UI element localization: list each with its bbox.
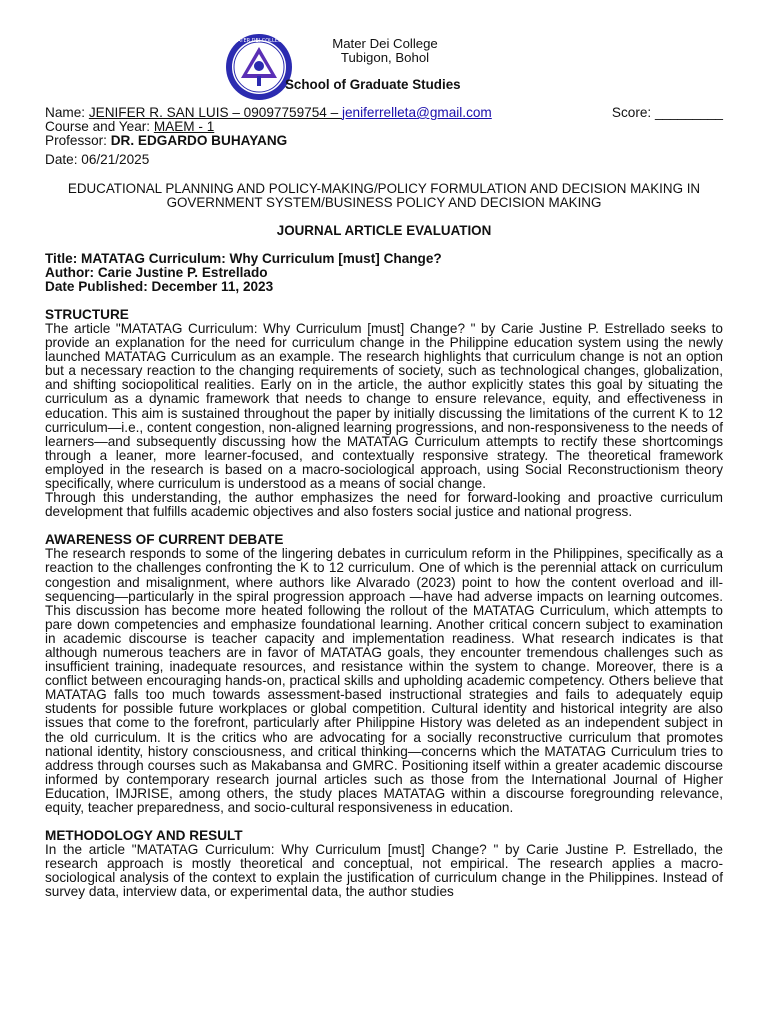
article-title: Title: MATATAG Curriculum: Why Curriculum [must] Change? bbox=[45, 251, 442, 266]
evaluation-heading: JOURNAL ARTICLE EVALUATION bbox=[276, 223, 492, 238]
evaluation-body bbox=[45, 308, 723, 899]
name-label: Name: bbox=[45, 105, 89, 120]
article-author: Author: Carie Justine P. Estrellado bbox=[45, 265, 268, 280]
svg-text:MATER DEI COLLEGE: MATER DEI COLLEGE bbox=[233, 38, 285, 44]
college-seal-logo bbox=[224, 32, 294, 102]
course-label: Course and Year: bbox=[45, 119, 154, 134]
email-link[interactable]: jeniferrelleta@gmail.com bbox=[341, 105, 492, 120]
course-line bbox=[45, 120, 735, 134]
college-location: Tubigon, Bohol bbox=[340, 50, 430, 66]
structure-heading: STRUCTURE bbox=[45, 307, 129, 322]
college-name: Mater Dei College bbox=[332, 36, 438, 51]
course-value: MAEM - 1 bbox=[153, 119, 215, 134]
name-value: JENIFER R. SAN LUIS – 09097759754 – bbox=[88, 105, 342, 120]
course-title: EDUCATIONAL PLANNING AND POLICY-MAKING/POLICY FORMULATION AND DECISION MAKING IN GOVERNMENT SYSTEM/BUSINESS POLICY AND DECISION MAKING bbox=[67, 181, 701, 211]
college-header bbox=[300, 37, 470, 65]
article-date: Date Published: December 11, 2023 bbox=[45, 279, 274, 294]
school-name: School of Graduate Studies bbox=[285, 77, 461, 92]
methodology-heading: METHODOLOGY AND RESULT bbox=[45, 828, 243, 844]
awareness-paragraph: The research responds to some of the lingering debates in curriculum reform in the Philippines, specifically as a reaction to the challenges confronting the K to 12 curriculum. One of which is the perennial attack on curriculum congestion and misalignment, where authors like Alvarado (2023) point to how the content overload and ill-sequencing—particularly in the spiral progression approach —have had adverse impacts on learning outcomes. This discussion has become more heated following the rollout of the MATATAG Curriculum, which attempts to pare down competencies and emphasize foundational learning. Another critical concern subject to examination in academic discourse is teacher capacity and implementation readiness. What research indicates is that although numerous teachers are in favor of MATATAG goals, they encounter tremendous challenges such as insufficient training, inadequate resources, and resistance within the system to change. Moreover, there is a conflict between encouraging hands-on, practical skills and upholding academic competency. Others believe that MATATAG falls too much towards assessment-based instructional strategies and fails to adequately equip students for possible future workplaces or global competition. Cultural identity and historical integrity are also issues that come to the forefront, particularly after Philippine History was deleted as an independent subject in the old curriculum. It is the critics who are advocating for a socially reconstructive curriculum that promotes national identity, history consciousness, and critical thinking—concerns which the MATATAG Curriculum tries to address through courses such as Makabansa and GMRC. Positioning itself within a greater academic discourse informed by contemporary research journal articles such as those from the International Journal of Higher Education, IMJRISE, among others, the study places MATATAG within a discourse foregrounding relevance, equity, teacher preparedness, and socio-cultural responsiveness in education. bbox=[45, 546, 723, 815]
article-info bbox=[45, 252, 442, 294]
professor-value: DR. EDGARDO BUHAYANG bbox=[110, 133, 288, 148]
awareness-heading: AWARENESS OF CURRENT DEBATE bbox=[45, 532, 284, 548]
professor-label: Professor: bbox=[45, 133, 111, 148]
structure-paragraph-2: Through this understanding, the author emphasizes the need for forward-looking and proactive curriculum development that fulfills academic objectives and also fosters social justice and national progress. bbox=[45, 490, 723, 520]
structure-paragraph-1: The article "MATATAG Curriculum: Why Curriculum [must] Change? " by Carie Justine P. Estrellado seeks to provide an explanation for the need for curriculum change in the Philippine education system using the newly launched MATATAG Curriculum as an example. The research highlights that curriculum change is not an option but a necessary reaction to the changing requirements of society, such as technological changes, globalization, and shifting sociopolitical realities. Early on in the article, the author explicitly states this goal by situating the curriculum as a dynamic framework that needs to change to ensure relevance, equity, and effectiveness in education. This aim is sustained throughout the paper by initially discussing the limitations of the current K to 12 curriculum—i.e., content congestion, non-aligned learning progressions, and non-responsiveness to the needs of learners—and subsequently discussing how the MATATAG Curriculum attempts to rectify these shortcomings through a leaner, more learner-focused, and contextually responsive strategy. The theoretical framework employed in the research is based on a macro-sociological approach, using Social Reconstructionism theory specifically, where curriculum is understood as a means of social change. bbox=[45, 321, 723, 492]
name-line bbox=[45, 106, 735, 120]
student-info bbox=[45, 106, 735, 148]
score-field: Score: _________ bbox=[611, 105, 723, 120]
date-line: Date: 06/21/2025 bbox=[45, 152, 150, 167]
methodology-paragraph: In the article "MATATAG Curriculum: Why Curriculum [must] Change? " by Carie Justine P. Estrellado, the research approach is mostly theoretical and conceptual, not empirical. The research applies a macro-sociological analysis of the context to explain the justification of curriculum change in the Philippines. Instead of survey data, interview data, or experimental data, the author studies bbox=[45, 842, 723, 900]
professor-line bbox=[45, 134, 735, 148]
